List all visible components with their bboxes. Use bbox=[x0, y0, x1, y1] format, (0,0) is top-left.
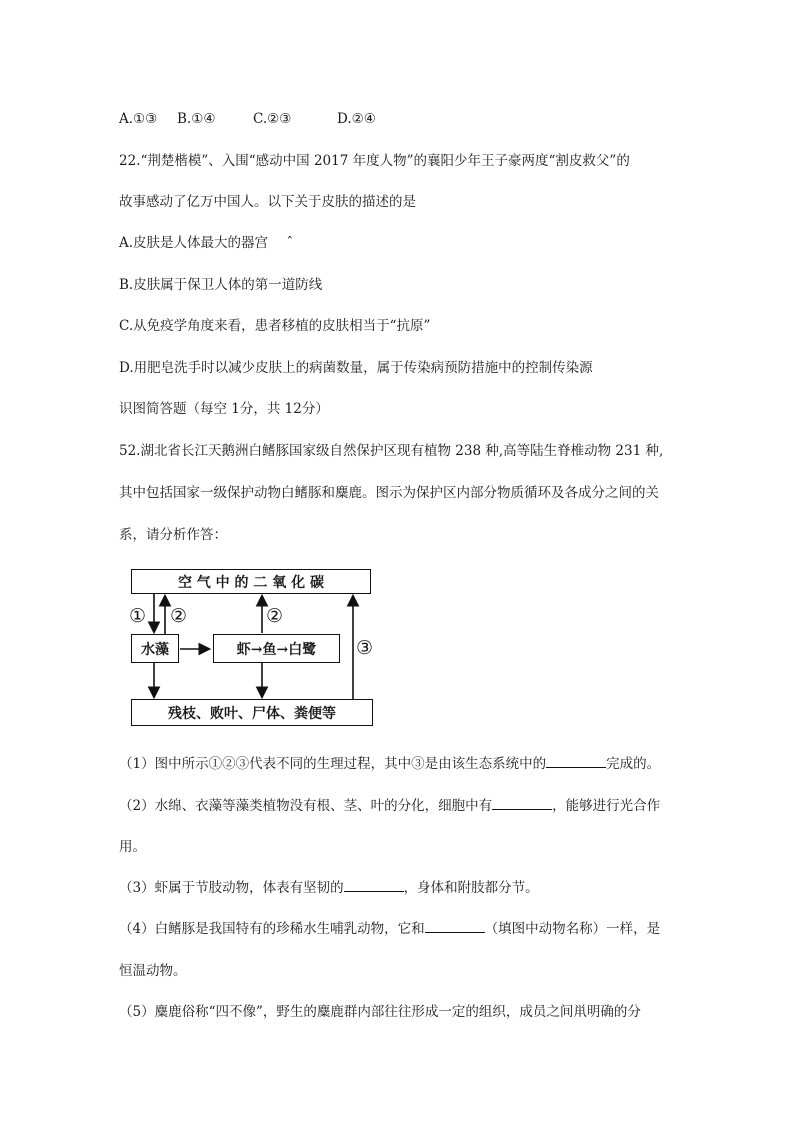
q22-option-b: B.皮肤属于保卫人体的第一道防线 bbox=[119, 277, 323, 293]
process-label-1: ① bbox=[129, 605, 147, 627]
subq-3-text-a: （3）虾属于节肢动物，体表有坚韧的 bbox=[119, 880, 344, 896]
process-label-3: ③ bbox=[356, 637, 374, 659]
subq-2 bbox=[119, 797, 660, 815]
algae-box: 水藻 bbox=[131, 634, 179, 663]
subq-2-cont: 用。 bbox=[119, 839, 146, 855]
subq-4 bbox=[119, 920, 660, 938]
subq-3 bbox=[119, 879, 539, 897]
answer-blank-1[interactable] bbox=[546, 755, 606, 768]
subq-4-cont: 恒温动物。 bbox=[119, 963, 187, 979]
subq-1-text-a: （1）图中所示①②③代表不同的生理过程，其中③是由该生态系统中的 bbox=[119, 756, 547, 772]
subq-2-text-b: ，能够进行光合作 bbox=[552, 798, 661, 814]
option-a: A.①③ bbox=[119, 111, 158, 127]
answer-options-line bbox=[119, 110, 376, 128]
q22-line2: 故事感动了亿万中国人。以下关于皮肤的描述的是 bbox=[119, 194, 416, 210]
q22-option-a bbox=[119, 234, 293, 252]
subq-2-text-a: （2）水绵、衣藻等藻类植物没有根、茎、叶的分化，细胞中有 bbox=[119, 798, 493, 814]
option-c: C.②③ bbox=[253, 111, 292, 127]
process-label-2a: ② bbox=[170, 605, 188, 627]
option-d: D.②④ bbox=[337, 111, 376, 127]
section-title: 识图简答题（每空 1分，共 12分） bbox=[119, 401, 329, 417]
debris-box: 残枝、败叶、尸体、粪便等 bbox=[131, 699, 373, 726]
stray-mark: ˆ bbox=[286, 235, 294, 251]
food-chain-box: 虾→鱼→白鹭 bbox=[213, 634, 340, 663]
subq-4-text-a: （4）白鳍豚是我国特有的珍稀水生哺乳动物，它和 bbox=[119, 921, 425, 937]
q22-option-d: D.用肥皂洗手时以减少皮肤上的病菌数量，属于传染病预防措施中的控制传染源 bbox=[119, 360, 593, 376]
q22-option-a-text: A.皮肤是人体最大的器宫 bbox=[119, 235, 269, 251]
subq-4-text-b: （填图中动物名称）一样，是 bbox=[484, 921, 661, 937]
q52-line1: 52.湖北省长江天鹅洲白鳍豚国家级自然保护区现有植物 238 种,高等陆生脊椎动物 231 种, bbox=[119, 443, 664, 459]
answer-blank-4[interactable] bbox=[425, 920, 485, 933]
option-b: B.①④ bbox=[177, 111, 216, 127]
answer-blank-2[interactable] bbox=[492, 797, 552, 810]
process-label-2b: ② bbox=[266, 605, 284, 627]
carbon-cycle-diagram bbox=[128, 565, 378, 730]
answer-blank-3[interactable] bbox=[344, 879, 404, 892]
subq-3-text-b: ，身体和附肢都分节。 bbox=[403, 880, 539, 896]
subq-5: （5）麋鹿俗称“四不像”，野生的麋鹿群内部往往形成一定的组织，成员之间鼡明确的分 bbox=[119, 1004, 641, 1020]
q22-option-c: C.从免疫学角度来看，患者移植的皮肤相当于“抗原” bbox=[119, 318, 431, 334]
q22-line1: 22.“荆楚楷模”、入围“感动中国 2017 年度人物”的襄阳少年王子豪两度“割皮救父”的 bbox=[119, 153, 630, 169]
q52-line2: 其中包括国家一级保护动物白鳍豚和麋鹿。图示为保护区内部分物质循环及各成分之间的关 bbox=[119, 485, 659, 501]
subq-1 bbox=[119, 755, 660, 773]
q52-line3: 系，请分析作答： bbox=[119, 527, 227, 543]
subq-1-text-b: 完成的。 bbox=[606, 756, 661, 772]
co2-box: 空 气 中 的 二 氧 化 碳 bbox=[131, 569, 371, 594]
